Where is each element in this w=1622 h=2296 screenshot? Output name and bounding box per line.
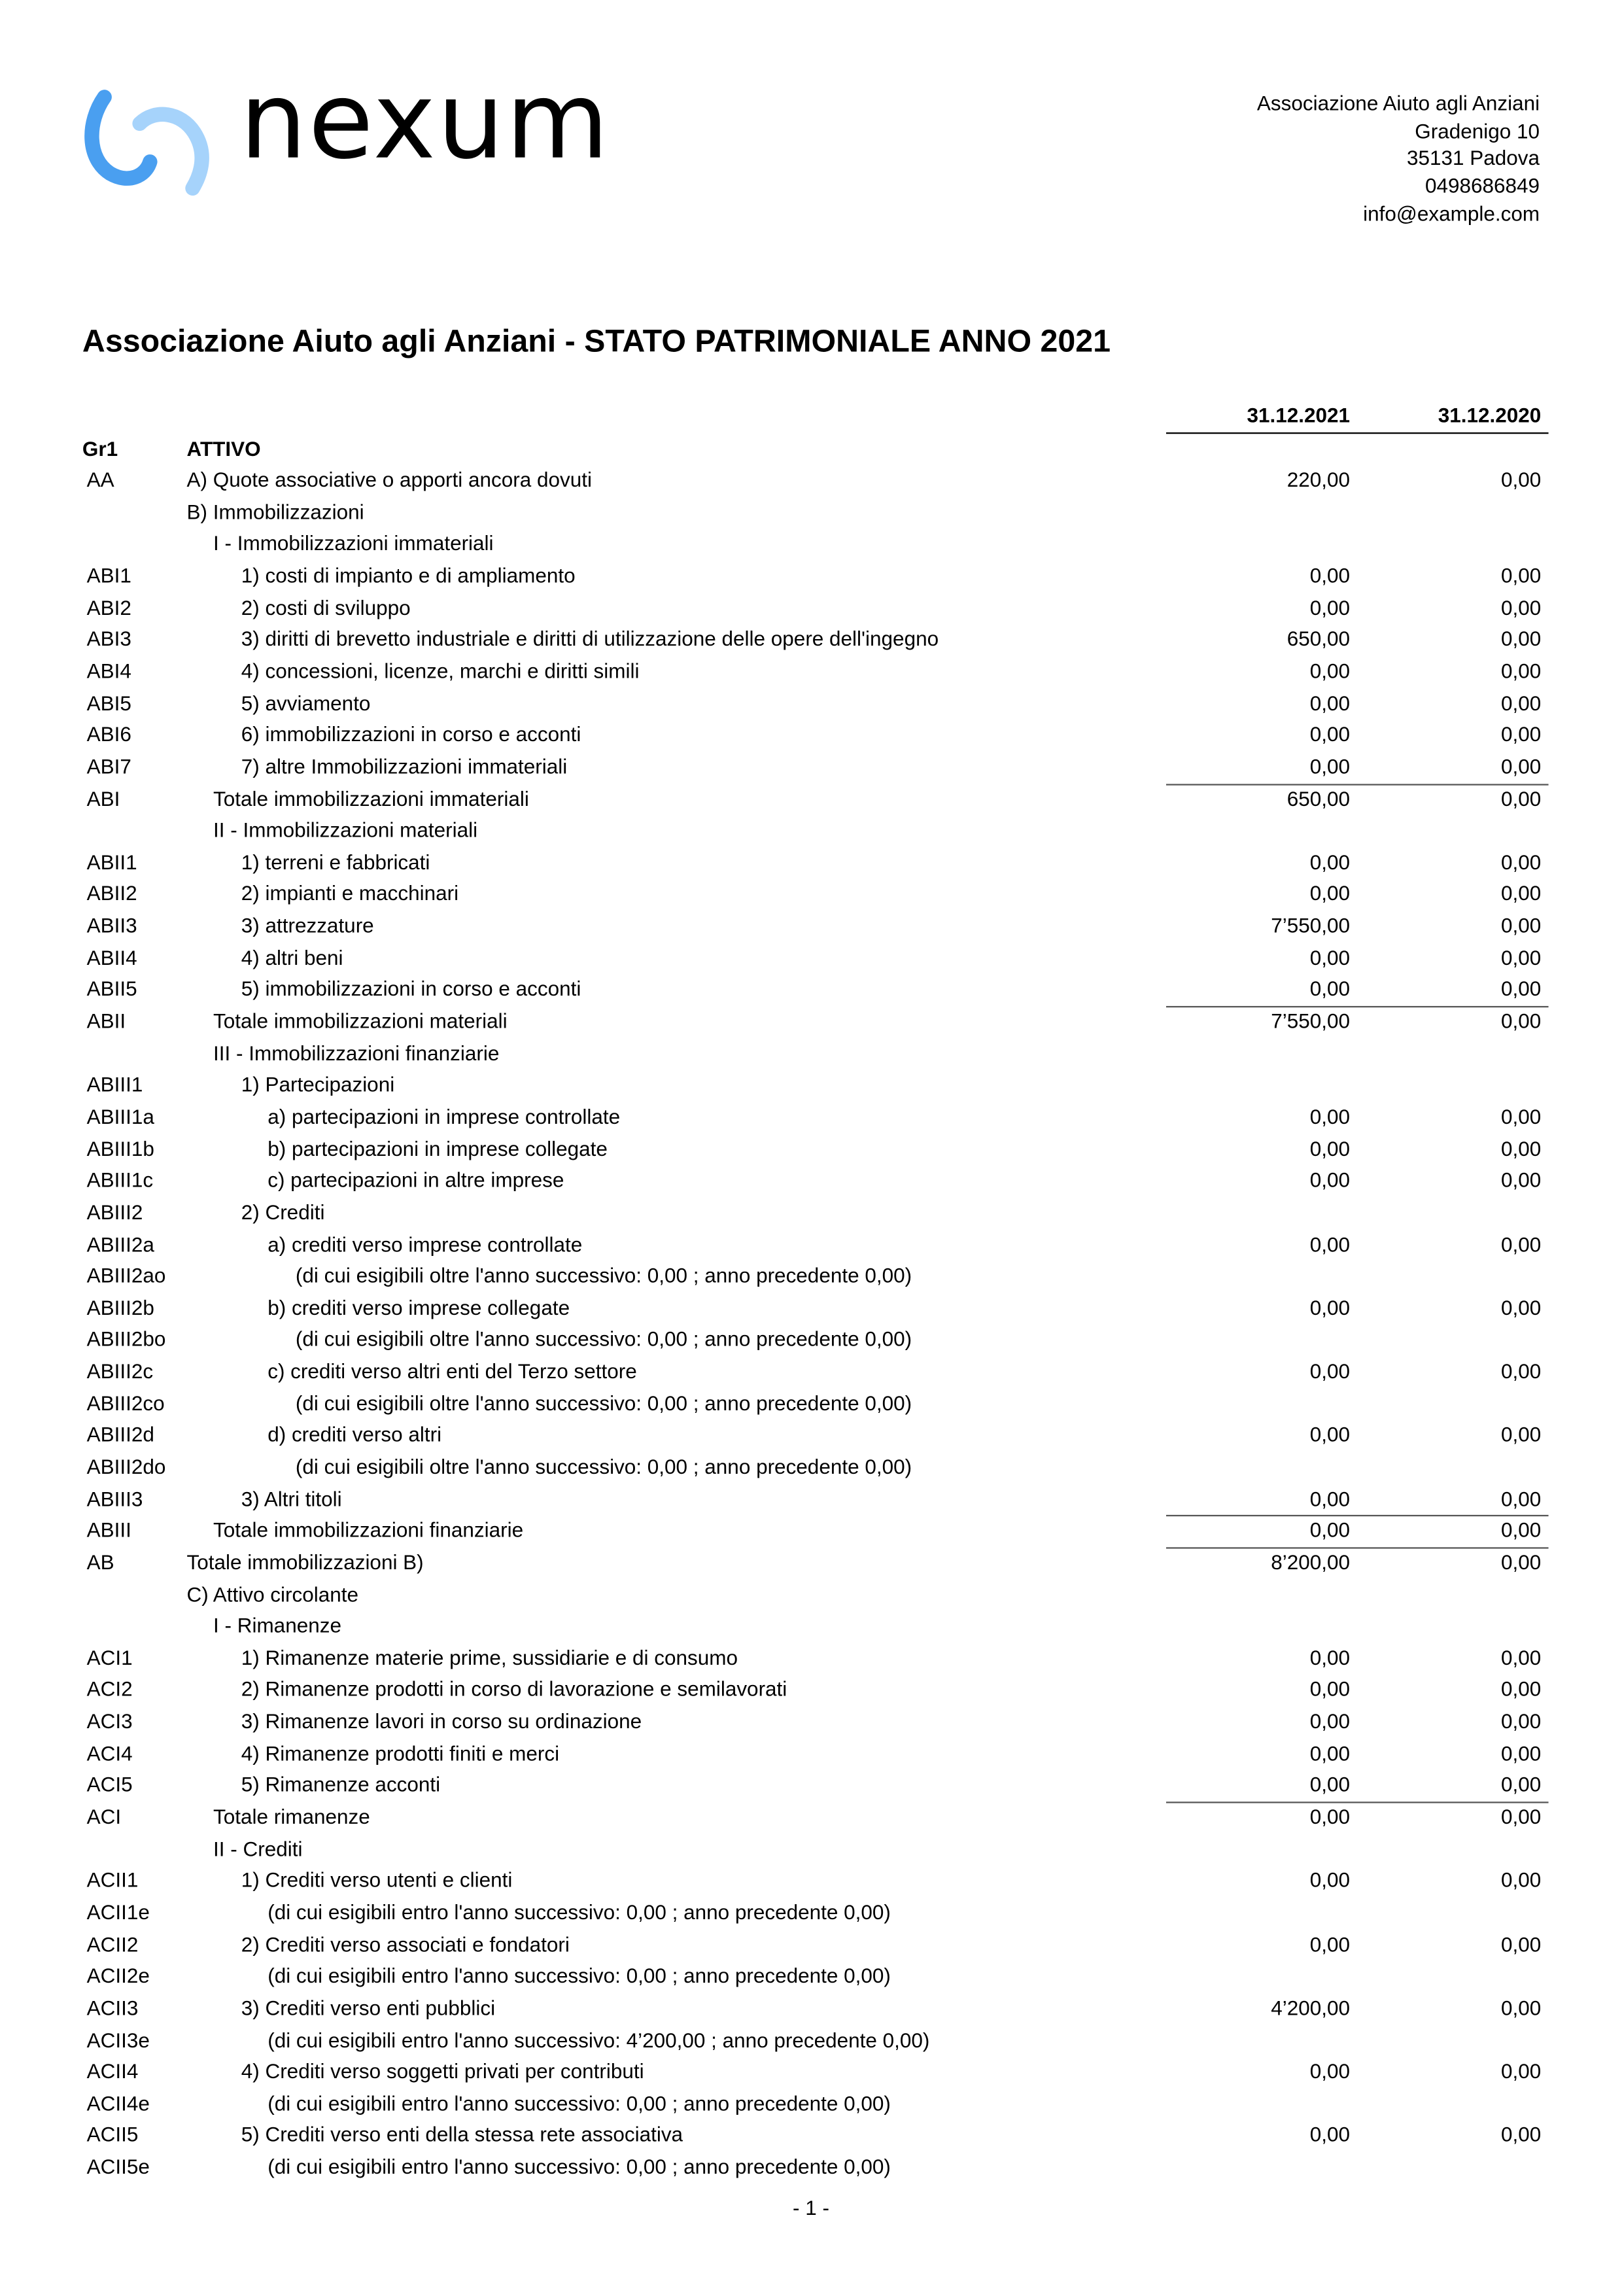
table-row xyxy=(0,1420,1622,1452)
row-code: ABIII1b xyxy=(86,1136,154,1160)
row-code: ABIII1c xyxy=(86,1168,154,1192)
value-2021: 0,00 xyxy=(1309,1773,1351,1797)
value-2021: 0,00 xyxy=(1309,690,1351,714)
address-street: Gradenigo 10 xyxy=(1415,118,1540,143)
row-code: AB xyxy=(86,1550,114,1574)
row-code: ACII3e xyxy=(86,2027,150,2051)
document-title: Associazione Aiuto agli Anziani - STATO PATRIMONIALE ANNO 2021 xyxy=(82,323,1111,359)
row-description: b) crediti verso imprese collegate xyxy=(267,1295,570,1319)
value-2020: 0,00 xyxy=(1501,2059,1542,2083)
table-row xyxy=(0,1547,1622,1579)
value-2020: 0,00 xyxy=(1501,850,1542,874)
value-2021: 0,00 xyxy=(1309,1741,1351,1765)
table-row xyxy=(0,752,1622,784)
table-row xyxy=(0,1801,1622,1834)
value-2020: 0,00 xyxy=(1501,722,1542,746)
row-code: ACI5 xyxy=(86,1773,133,1797)
row-description: 7) altre Immobilizzazioni immateriali xyxy=(241,754,568,778)
row-description: 5) Rimanenze acconti xyxy=(241,1773,441,1797)
table-row xyxy=(0,1706,1622,1738)
value-2020: 0,00 xyxy=(1501,1804,1542,1828)
value-2021: 0,00 xyxy=(1309,563,1351,587)
value-2021: 0,00 xyxy=(1309,1359,1351,1383)
table-row xyxy=(0,2025,1622,2057)
row-code: ABIII xyxy=(86,1518,131,1542)
value-2021: 0,00 xyxy=(1309,1518,1351,1542)
value-2020: 0,00 xyxy=(1501,945,1542,969)
value-2020: 0,00 xyxy=(1501,2123,1542,2147)
value-2021: 0,00 xyxy=(1309,1232,1351,1256)
table-row xyxy=(0,1038,1622,1070)
value-2021: 0,00 xyxy=(1309,1168,1351,1192)
row-code: ABIII2c xyxy=(86,1359,154,1383)
value-2021: 220,00 xyxy=(1286,468,1351,492)
table-row xyxy=(0,720,1622,752)
value-2020: 0,00 xyxy=(1501,1932,1542,1956)
value-2021: 650,00 xyxy=(1286,786,1351,810)
row-description: 5) avviamento xyxy=(241,690,371,714)
table-row xyxy=(0,1325,1622,1357)
value-2021: 0,00 xyxy=(1309,1295,1351,1319)
table-row xyxy=(0,1452,1622,1484)
table-row xyxy=(0,1897,1622,1929)
value-2020: 0,00 xyxy=(1501,1423,1542,1446)
row-code: ABII2 xyxy=(86,881,137,905)
row-description: 2) Crediti xyxy=(241,1200,325,1224)
table-row xyxy=(0,1261,1622,1293)
table-row xyxy=(0,1165,1622,1197)
row-description: (di cui esigibili oltre l'anno successivo: 0,00 ; anno precedente 0,00) xyxy=(295,1263,912,1287)
table-row xyxy=(0,1866,1622,1898)
value-2020: 0,00 xyxy=(1501,563,1542,587)
row-code: ABIII2 xyxy=(86,1200,143,1224)
value-2021: 4’200,00 xyxy=(1271,1995,1351,2019)
row-code: ABII xyxy=(86,1009,126,1033)
value-2020: 0,00 xyxy=(1501,1359,1542,1383)
table-row xyxy=(0,656,1622,688)
section-header-row xyxy=(0,433,1622,465)
row-code: ABIII2d xyxy=(86,1423,154,1446)
row-description: (di cui esigibili entro l'anno successivo: 0,00 ; anno precedente 0,00) xyxy=(267,2091,891,2115)
value-2020: 0,00 xyxy=(1501,1168,1542,1192)
row-code: ABIII3 xyxy=(86,1486,143,1510)
row-description: a) partecipazioni in imprese controllate xyxy=(267,1104,621,1128)
value-2021: 0,00 xyxy=(1309,945,1351,969)
value-2021: 0,00 xyxy=(1309,1645,1351,1669)
row-description: C) Attivo circolante xyxy=(186,1582,358,1606)
value-2021: 0,00 xyxy=(1309,1868,1351,1892)
row-code: ABI6 xyxy=(86,722,131,746)
value-2020: 0,00 xyxy=(1501,659,1542,683)
table-row xyxy=(0,2120,1622,2152)
sender-address xyxy=(1257,90,1540,227)
section-code: Gr1 xyxy=(82,436,118,460)
table-row xyxy=(0,1579,1622,1611)
page-number: - 1 - xyxy=(792,2195,829,2219)
row-code: ABIII2co xyxy=(86,1391,165,1415)
row-description: (di cui esigibili entro l'anno successivo: 0,00 ; anno precedente 0,00) xyxy=(267,1900,891,1924)
row-description: A) Quote associative o apporti ancora dovuti xyxy=(186,468,592,492)
value-2020: 0,00 xyxy=(1501,595,1542,619)
table-row xyxy=(0,529,1622,561)
row-description: 1) costi di impianto e di ampliamento xyxy=(241,563,576,587)
row-description: (di cui esigibili oltre l'anno successivo: 0,00 ; anno precedente 0,00) xyxy=(295,1454,912,1478)
row-code: ABI2 xyxy=(86,595,131,619)
value-2021: 0,00 xyxy=(1309,2123,1351,2147)
row-description: II - Crediti xyxy=(213,1836,303,1860)
row-code: ABIII2b xyxy=(86,1295,154,1319)
value-2020: 0,00 xyxy=(1501,1009,1542,1033)
table-row xyxy=(0,847,1622,879)
value-2021: 7’550,00 xyxy=(1271,913,1351,937)
column-header-2021: 31.12.2021 xyxy=(1247,403,1351,427)
table-row xyxy=(0,783,1622,815)
value-2021: 0,00 xyxy=(1309,850,1351,874)
row-description: (di cui esigibili entro l'anno successivo: 0,00 ; anno precedente 0,00) xyxy=(267,2155,891,2179)
value-2021: 0,00 xyxy=(1309,1423,1351,1446)
row-code: ACII1 xyxy=(86,1868,139,1892)
value-2021: 0,00 xyxy=(1309,1932,1351,1956)
row-code: ABI7 xyxy=(86,754,131,778)
value-2021: 0,00 xyxy=(1309,1486,1351,1510)
value-2020: 0,00 xyxy=(1501,786,1542,810)
table-row xyxy=(0,1134,1622,1166)
row-description: 3) attrezzature xyxy=(241,913,374,937)
column-header-2020: 31.12.2020 xyxy=(1438,403,1542,427)
value-2021: 0,00 xyxy=(1309,1104,1351,1128)
row-code: ABIII2a xyxy=(86,1232,154,1256)
row-code: ABIII2bo xyxy=(86,1327,166,1351)
row-code: ACII2e xyxy=(86,1964,150,1988)
row-description: 2) Crediti verso associati e fondatori xyxy=(241,1932,570,1956)
row-description: I - Immobilizzazioni immateriali xyxy=(213,531,494,555)
row-code: ABI xyxy=(86,786,120,810)
row-code: ABIII1 xyxy=(86,1072,143,1096)
table-row xyxy=(0,496,1622,529)
table-row xyxy=(0,1356,1622,1388)
table-row xyxy=(0,878,1622,911)
row-code: ABII5 xyxy=(86,977,137,1001)
table-row xyxy=(0,1006,1622,1038)
table-row xyxy=(0,943,1622,975)
nexum-swirl-icon xyxy=(84,85,216,203)
table-row xyxy=(0,1675,1622,1707)
row-code: AA xyxy=(86,468,114,492)
table-row xyxy=(0,592,1622,624)
row-description: I - Rimanenze xyxy=(213,1613,341,1637)
table-row xyxy=(0,1961,1622,1993)
value-2021: 0,00 xyxy=(1309,881,1351,905)
row-description: (di cui esigibili entro l'anno successivo: 4’200,00 ; anno precedente 0,00) xyxy=(267,2027,930,2051)
row-code: ACI1 xyxy=(86,1645,133,1669)
table-row xyxy=(0,1834,1622,1866)
table-row xyxy=(0,624,1622,656)
row-description: 2) costi di sviluppo xyxy=(241,595,411,619)
row-description: II - Immobilizzazioni materiali xyxy=(213,818,478,842)
row-description: 3) Altri titoli xyxy=(241,1486,342,1510)
section-label: ATTIVO xyxy=(186,436,261,460)
row-description: 3) diritti di brevetto industriale e diritti di utilizzazione delle opere dell'ingegno xyxy=(241,627,939,651)
value-2020: 0,00 xyxy=(1501,1232,1542,1256)
row-description: 3) Rimanenze lavori in corso su ordinazione xyxy=(241,1709,642,1733)
value-2020: 0,00 xyxy=(1501,627,1542,651)
row-description: c) partecipazioni in altre imprese xyxy=(267,1168,564,1192)
row-description: Totale immobilizzazioni finanziarie xyxy=(213,1518,524,1542)
row-code: ABIII1a xyxy=(86,1104,154,1128)
value-2020: 0,00 xyxy=(1501,1136,1542,1160)
table-row xyxy=(0,1229,1622,1261)
table-row xyxy=(0,561,1622,593)
row-description: d) crediti verso altri xyxy=(267,1423,442,1446)
row-description: (di cui esigibili entro l'anno successivo: 0,00 ; anno precedente 0,00) xyxy=(267,1964,891,1988)
address-phone: 0498686849 xyxy=(1424,173,1540,198)
row-code: ACII3 xyxy=(86,1995,139,2019)
value-2020: 0,00 xyxy=(1501,468,1542,492)
row-code: ABII1 xyxy=(86,850,137,874)
nexum-logo xyxy=(84,58,642,203)
table-row xyxy=(0,1929,1622,1961)
row-code: ACII4e xyxy=(86,2091,150,2115)
value-2021: 0,00 xyxy=(1309,722,1351,746)
row-description: 5) Crediti verso enti della stessa rete associativa xyxy=(241,2123,683,2147)
row-description: c) crediti verso altri enti del Terzo settore xyxy=(267,1359,637,1383)
table-row xyxy=(0,1610,1622,1643)
table-row xyxy=(0,1388,1622,1420)
row-description: 1) Crediti verso utenti e clienti xyxy=(241,1868,513,1892)
value-2020: 0,00 xyxy=(1501,1868,1542,1892)
row-description: 3) Crediti verso enti pubblici xyxy=(241,1995,496,2019)
value-2020: 0,00 xyxy=(1501,1518,1542,1542)
row-description: 6) immobilizzazioni in corso e acconti xyxy=(241,722,581,746)
row-description: Totale immobilizzazioni B) xyxy=(186,1550,424,1574)
value-2021: 0,00 xyxy=(1309,1709,1351,1733)
row-description: 4) concessioni, licenze, marchi e diritti simili xyxy=(241,659,640,683)
value-2021: 8’200,00 xyxy=(1271,1550,1351,1574)
table-row xyxy=(0,2088,1622,2120)
table-row xyxy=(0,687,1622,720)
row-description: 5) immobilizzazioni in corso e acconti xyxy=(241,977,581,1001)
value-2020: 0,00 xyxy=(1501,1486,1542,1510)
row-code: ACII2 xyxy=(86,1932,139,1956)
row-description: 1) Rimanenze materie prime, sussidiarie e di consumo xyxy=(241,1645,738,1669)
value-2021: 0,00 xyxy=(1309,2059,1351,2083)
value-2020: 0,00 xyxy=(1501,1295,1542,1319)
value-2021: 650,00 xyxy=(1286,627,1351,651)
value-2021: 0,00 xyxy=(1309,754,1351,778)
table-row xyxy=(0,1102,1622,1134)
row-description: Totale rimanenze xyxy=(213,1804,370,1828)
row-code: ABII4 xyxy=(86,945,137,969)
row-code: ABI5 xyxy=(86,690,131,714)
row-description: B) Immobilizzazioni xyxy=(186,499,364,523)
row-code: ACII1e xyxy=(86,1900,150,1924)
value-2021: 7’550,00 xyxy=(1271,1009,1351,1033)
table-row xyxy=(0,1070,1622,1102)
row-description: (di cui esigibili oltre l'anno successivo: 0,00 ; anno precedente 0,00) xyxy=(295,1391,912,1415)
table-row xyxy=(0,974,1622,1006)
row-code: ABI4 xyxy=(86,659,131,683)
value-2020: 0,00 xyxy=(1501,1709,1542,1733)
value-2020: 0,00 xyxy=(1501,1104,1542,1128)
table-row xyxy=(0,1770,1622,1802)
value-2021: 0,00 xyxy=(1309,1677,1351,1701)
value-2020: 0,00 xyxy=(1501,977,1542,1001)
table-row xyxy=(0,1197,1622,1229)
table-row xyxy=(0,1484,1622,1516)
row-description: Totale immobilizzazioni materiali xyxy=(213,1009,508,1033)
row-description: Totale immobilizzazioni immateriali xyxy=(213,786,529,810)
row-code: ABI1 xyxy=(86,563,131,587)
value-2020: 0,00 xyxy=(1501,1741,1542,1765)
logo-wordmark: nexum xyxy=(239,58,611,183)
table-row xyxy=(0,1738,1622,1770)
row-description: III - Immobilizzazioni finanziarie xyxy=(213,1041,500,1065)
table-row xyxy=(0,815,1622,847)
row-description: 4) altri beni xyxy=(241,945,343,969)
address-city: 35131 Padova xyxy=(1407,146,1540,170)
row-description: a) crediti verso imprese controllate xyxy=(267,1232,583,1256)
table-row xyxy=(0,1992,1622,2025)
row-code: ACII5e xyxy=(86,2155,150,2179)
value-2021: 0,00 xyxy=(1309,1804,1351,1828)
value-2020: 0,00 xyxy=(1501,690,1542,714)
row-code: ACI4 xyxy=(86,1741,133,1765)
row-description: 2) Rimanenze prodotti in corso di lavorazione e semilavorati xyxy=(241,1677,787,1701)
value-2021: 0,00 xyxy=(1309,977,1351,1001)
table-row xyxy=(0,1515,1622,1547)
row-code: ACI xyxy=(86,1804,122,1828)
value-2020: 0,00 xyxy=(1501,881,1542,905)
table-row xyxy=(0,465,1622,497)
value-2021: 0,00 xyxy=(1309,595,1351,619)
row-description: 4) Crediti verso soggetti privati per contributi xyxy=(241,2059,644,2083)
row-code: ACI2 xyxy=(86,1677,133,1701)
row-code: ACI3 xyxy=(86,1709,133,1733)
row-description: 4) Rimanenze prodotti finiti e merci xyxy=(241,1741,560,1765)
table-row xyxy=(0,2152,1622,2184)
row-description: 1) Partecipazioni xyxy=(241,1072,395,1096)
value-2020: 0,00 xyxy=(1501,1995,1542,2019)
row-code: ABIII2do xyxy=(86,1454,166,1478)
row-code: ABIII2ao xyxy=(86,1263,166,1287)
value-2020: 0,00 xyxy=(1501,1677,1542,1701)
table-row xyxy=(0,1293,1622,1325)
value-2020: 0,00 xyxy=(1501,1773,1542,1797)
row-code: ABII3 xyxy=(86,913,137,937)
row-code: ACII4 xyxy=(86,2059,139,2083)
table-row xyxy=(0,911,1622,943)
row-description: (di cui esigibili oltre l'anno successivo: 0,00 ; anno precedente 0,00) xyxy=(295,1327,912,1351)
balance-sheet-table xyxy=(0,433,1622,2183)
row-code: ACII5 xyxy=(86,2123,139,2147)
table-row xyxy=(0,1643,1622,1675)
value-2020: 0,00 xyxy=(1501,1645,1542,1669)
row-code: ABI3 xyxy=(86,627,131,651)
value-2020: 0,00 xyxy=(1501,1550,1542,1574)
value-2020: 0,00 xyxy=(1501,913,1542,937)
value-2021: 0,00 xyxy=(1309,659,1351,683)
table-row xyxy=(0,2057,1622,2089)
address-name: Associazione Aiuto agli Anziani xyxy=(1256,91,1540,115)
address-email: info@example.com xyxy=(1363,201,1540,225)
row-description: 1) terreni e fabbricati xyxy=(241,850,430,874)
row-description: b) partecipazioni in imprese collegate xyxy=(267,1136,608,1160)
value-2021: 0,00 xyxy=(1309,1136,1351,1160)
row-description: 2) impianti e macchinari xyxy=(241,881,459,905)
value-2020: 0,00 xyxy=(1501,754,1542,778)
